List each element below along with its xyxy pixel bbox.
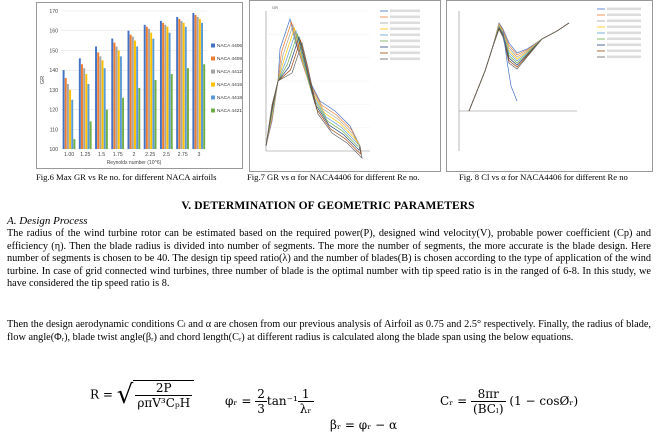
legend-entry — [607, 8, 641, 11]
legend-entry — [607, 26, 641, 29]
bar — [132, 37, 134, 149]
bar — [120, 56, 122, 149]
y-tick-label: 170 — [49, 9, 58, 15]
x-tick-label: 2.25 — [145, 152, 156, 158]
eq-c-label: Cᵣ = — [440, 394, 468, 408]
subsection-heading: A. Design Process — [7, 215, 88, 227]
bar — [197, 17, 199, 149]
legend-entry — [390, 22, 420, 25]
bar — [176, 17, 178, 149]
eq-c-den: (BCₗ) — [473, 402, 504, 416]
bar — [146, 27, 148, 149]
bar — [106, 110, 108, 149]
bar — [203, 64, 205, 149]
legend-entry — [390, 46, 420, 49]
bar — [128, 31, 130, 149]
y-tick-label: 120 — [49, 107, 58, 114]
y-tick-label: 140 — [49, 68, 58, 75]
bar — [162, 23, 164, 149]
legend-entry: NACA 4412 — [217, 70, 242, 75]
legend-entry — [390, 16, 420, 19]
eq-phi-label: φᵣ = — [225, 394, 252, 408]
legend-entry: NACA 4421 — [217, 109, 242, 114]
figure-6-bar-chart — [36, 2, 243, 169]
x-tick-label: 1.25 — [80, 152, 91, 158]
eq-r-denominator: ρπV³CₚΗ — [137, 396, 191, 410]
bar — [171, 74, 173, 149]
legend-entry — [607, 38, 641, 41]
equation-flow-angle — [225, 387, 314, 416]
bar — [67, 84, 69, 149]
y-tick-label: 150 — [49, 48, 58, 55]
eq-r-label: R = — [90, 387, 113, 402]
bar — [90, 121, 92, 149]
x-axis-label: Reynolds number (10^6) — [106, 160, 162, 166]
equation-twist-angle: βᵣ = φᵣ − α — [330, 418, 398, 432]
bar — [148, 29, 150, 149]
x-tick-label: 2 — [132, 152, 136, 158]
bar — [155, 80, 157, 149]
figure-8-line-chart — [446, 0, 653, 172]
bar — [63, 70, 65, 149]
bar-chart-svg — [37, 3, 242, 168]
line-chart-svg — [250, 1, 440, 171]
bar — [71, 100, 73, 149]
series-line — [469, 23, 569, 111]
bar — [102, 60, 104, 149]
bar — [178, 19, 180, 149]
bar — [187, 68, 189, 149]
x-tick-label: 1.75 — [112, 152, 123, 158]
legend-entry — [607, 56, 641, 59]
bar — [199, 19, 201, 149]
bar — [138, 88, 140, 149]
bar — [144, 25, 146, 149]
legend-entry: NACA 4415 — [217, 83, 242, 88]
bar — [166, 27, 168, 149]
bar — [73, 139, 75, 149]
x-tick-label: 1.00 — [64, 152, 75, 158]
legend-entry: NACA 4406 — [217, 44, 242, 49]
legend-entry — [390, 40, 420, 43]
legend-entry: NACA 4418 — [217, 96, 242, 101]
bar — [183, 23, 185, 149]
bar — [116, 46, 118, 149]
bar — [111, 39, 113, 149]
bar — [122, 98, 124, 149]
eq-phi-num: 2 — [257, 387, 265, 401]
bar — [181, 21, 183, 149]
bar — [185, 27, 187, 149]
bar — [81, 64, 83, 149]
eq-phi-inv-num: 1 — [298, 387, 314, 402]
x-tick-label: 2.75 — [177, 152, 188, 158]
legend-swatch — [211, 83, 215, 87]
bar — [95, 46, 97, 149]
legend-entry — [390, 10, 420, 13]
figure-7-line-chart — [249, 0, 441, 172]
bar — [152, 39, 154, 149]
bar — [85, 74, 87, 149]
figure-7-caption: Fig.7 GR vs α for NACA4406 for different Re no. — [247, 172, 420, 182]
paragraph-design-process: The radius of the wind turbine rotor can be estimated based on the required power(P), designed wind velocity(V), probable power coefficient (Cp) and efficiency (η). Then the blade radius is divided into number of segments. The more the number of segments, the more accurate is the blade design. Here number of segments is chosen to be 40. The design tip speed ratio(λ) and the number of blades(B) is chosen according to the type of application of the wind turbine. In case of grid connected wind turbines, three number of blade is the optimal number with tip speed ratio is in the ranged of 6-8. In this study, we have considered the tip speed ratio is 8. — [7, 228, 651, 290]
bar — [195, 15, 197, 149]
eq-phi-den: 3 — [257, 402, 265, 416]
bar — [136, 46, 138, 149]
x-tick-label: 3 — [197, 152, 201, 158]
legend-swatch — [211, 70, 215, 74]
y-axis-label: GR — [40, 75, 46, 85]
bar — [192, 13, 194, 149]
bar — [130, 35, 132, 149]
paragraph-design-conditions: Then the design aerodynamic conditions Cₗ and α are chosen from our previous analysis of Airfoil as 0.75 and 2.5° respectively. Finally, the radius of blade, flow angle(Φᵣ), blade twist angle(βᵣ) and chord length(Cᵣ) at different radius is calculated along the blade span using the below equations. — [7, 319, 651, 343]
chart-title: GR — [272, 5, 278, 10]
legend-entry: NACA 4409 — [217, 57, 242, 62]
eq-phi-func: tan⁻¹ — [266, 394, 298, 408]
x-tick-label: 1.5 — [97, 152, 106, 158]
y-tick-label: 100 — [49, 147, 58, 153]
legend-swatch — [211, 44, 215, 48]
y-tick-label: 130 — [49, 87, 58, 94]
bar — [169, 33, 171, 149]
legend-entry — [390, 52, 420, 55]
y-tick-label: 110 — [49, 127, 58, 134]
legend-swatch — [211, 109, 215, 113]
figure-8-caption: Fig. 8 Cl vs α for NACA4406 for different Re no — [459, 172, 628, 182]
series-line — [266, 22, 360, 146]
bar — [134, 41, 136, 149]
bar — [83, 68, 85, 149]
legend-entry — [607, 50, 641, 53]
legend-entry — [607, 32, 641, 35]
section-title: V. DETERMINATION OF GEOMETRIC PARAMETERS — [181, 200, 475, 212]
y-tick-label: 160 — [49, 28, 58, 35]
bar — [87, 84, 89, 149]
bar — [150, 33, 152, 149]
bar — [65, 78, 67, 149]
bar — [160, 21, 162, 149]
legend-entry — [607, 20, 641, 23]
legend-entry — [607, 14, 641, 17]
eq-phi-inv-den: λᵣ — [299, 402, 312, 416]
bar — [79, 58, 81, 149]
bar — [97, 52, 99, 149]
bar — [113, 43, 115, 149]
eq-c-num: 8πr — [471, 387, 506, 402]
eq-r-numerator: 2P — [135, 381, 192, 396]
bar — [69, 90, 71, 149]
figure-6-caption: Fig.6 Max GR vs Re no. for different NACA airfoils — [36, 172, 217, 182]
eq-c-tail: (1 − cosØᵣ) — [509, 394, 579, 408]
legend-swatch — [211, 96, 215, 100]
legend-entry — [390, 28, 420, 31]
legend-entry — [607, 44, 641, 47]
line-chart-svg — [447, 1, 652, 171]
bar — [118, 50, 120, 149]
legend-entry — [390, 34, 420, 37]
sqrt-icon: √ — [116, 380, 134, 410]
legend-swatch — [211, 57, 215, 61]
bar — [201, 23, 203, 149]
equation-radius — [90, 380, 194, 410]
bar — [104, 68, 106, 149]
legend-entry — [390, 58, 420, 61]
x-tick-label: 2.5 — [162, 152, 171, 158]
equation-chord-length — [440, 387, 578, 416]
bar — [164, 25, 166, 149]
bar — [99, 56, 101, 149]
